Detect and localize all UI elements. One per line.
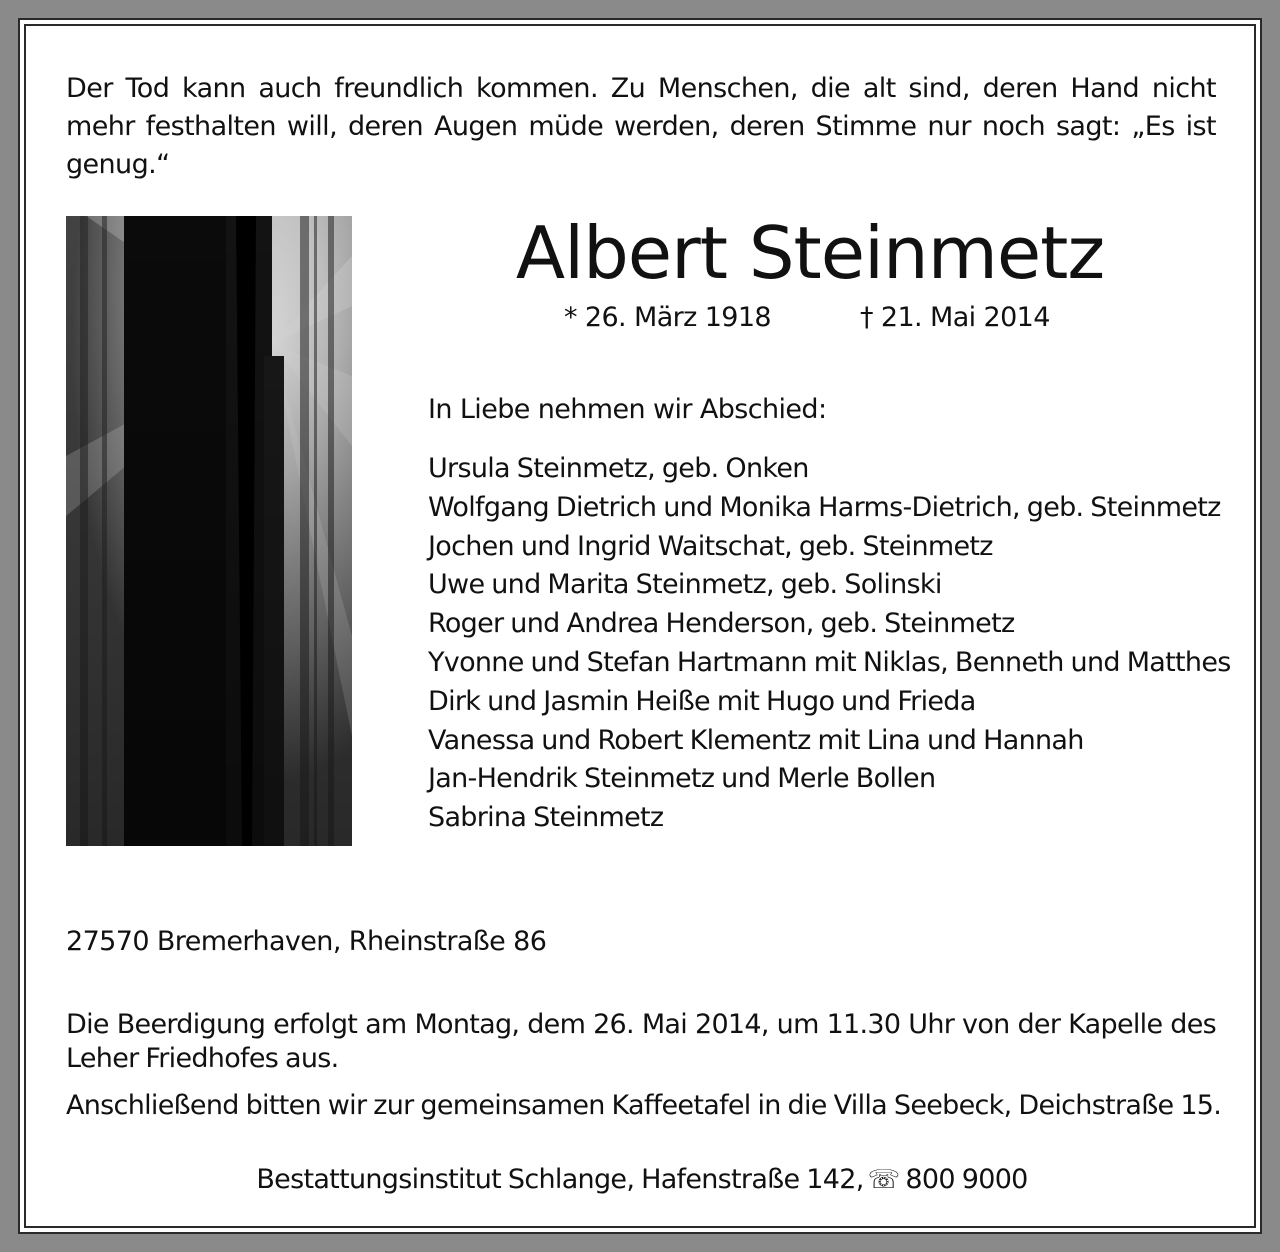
reception-info: Anschließend bitten wir zur gemeinsamen Kaffeetafel in die Villa Seebeck, Deichstraße 15. [66,1090,1222,1121]
obituary-notice [18,18,1262,1234]
list-item: Yvonne und Stefan Hartmann mit Niklas, Benneth und Matthes [428,646,1231,678]
list-item: Uwe und Marita Steinmetz, geb. Solinski [428,569,942,601]
mourners-list [428,450,1231,838]
family-address: 27570 Bremerhaven, Rheinstraße 86 [66,926,547,957]
opening-quote: Der Tod kann auch freundlich kommen. Zu Menschen, die alt sind, deren Hand nicht mehr festhalten will, deren Augen müde werden, deren Stimme nur noch sagt: „Es ist genug.“ [66,73,1216,180]
phone-icon: ☏ [867,1165,900,1195]
farewell-intro: In Liebe nehmen wir Abschied: [428,394,827,425]
forest-sunbeams-photo [66,216,352,846]
forest-photo-drawing [66,216,352,846]
list-item: Jochen und Ingrid Waitschat, geb. Steinmetz [428,530,993,562]
deceased-name: Albert Steinmetz [515,211,1105,295]
death-date: † 21. Mai 2014 [860,302,1050,333]
list-item: Sabrina Steinmetz [428,802,664,834]
list-item: Ursula Steinmetz, geb. Onken [428,453,809,484]
funeral-info: Die Beerdigung erfolgt am Montag, dem 26. Mai 2014, um 11.30 Uhr von der Kapelle des Leher Friedhofes aus. [66,1009,1216,1074]
list-item: Wolfgang Dietrich und Monika Harms-Dietrich, geb. Steinmetz [428,491,1221,523]
undertaker-line [20,1162,1264,1198]
list-item: Vanessa und Robert Klementz mit Lina und Hannah [428,724,1084,756]
list-item: Dirk und Jasmin Heiße mit Hugo und Frieda [428,685,976,717]
list-item: Roger und Andrea Henderson, geb. Steinmetz [428,608,1015,640]
undertaker-phone: 800 9000 [905,1164,1028,1195]
undertaker-text: Bestattungsinstitut Schlange, Hafenstraße 142, [256,1164,864,1195]
birth-date: * 26. März 1918 [564,302,772,333]
list-item: Jan-Hendrik Steinmetz und Merle Bollen [428,763,936,795]
